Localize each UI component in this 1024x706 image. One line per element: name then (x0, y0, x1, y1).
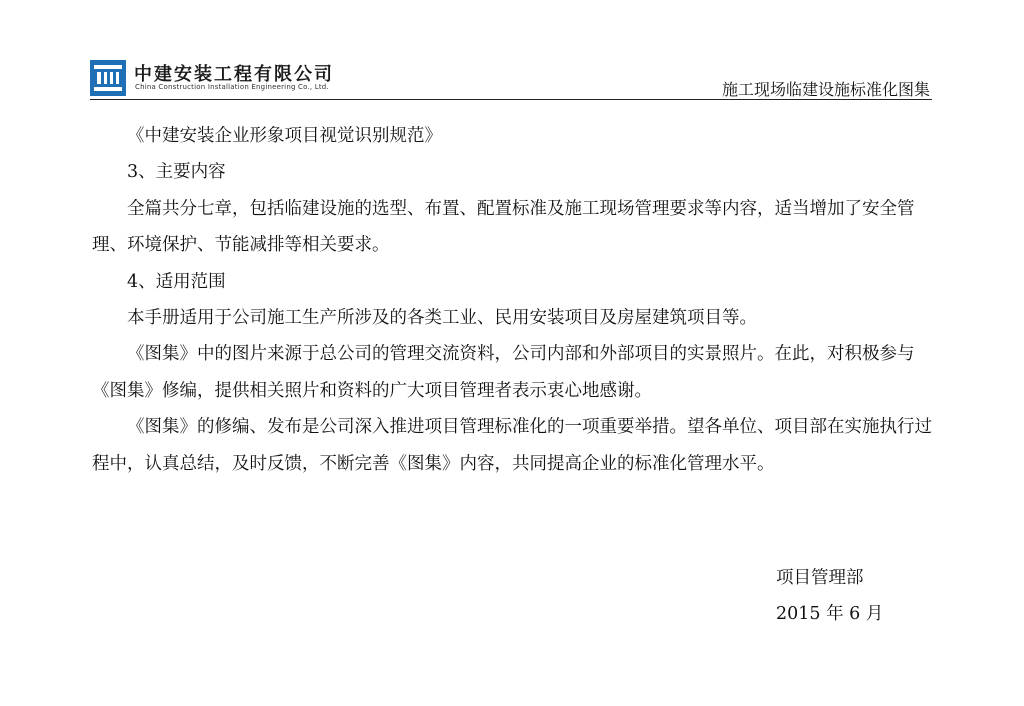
signature-block (776, 560, 883, 633)
paragraph-image-source: 《图集》中的图片来源于总公司的管理交流资料，公司内部和外部项目的实景照片。在此，对积极参与《图集》修编，提供相关照片和资料的广大项目管理者表示衷心地感谢。 (92, 344, 915, 401)
paragraph-main-content: 全篇共分七章，包括临建设施的选型、布置、配置标准及施工现场管理要求等内容，适当增加了安全管理、环境保护、节能减排等相关要求。 (92, 198, 915, 256)
company-logo-icon (90, 60, 126, 96)
paragraph-scope: 本手册适用于公司施工生产所涉及的各类工业、民用安装项目及房屋建筑项目等。 (127, 308, 757, 329)
company-name-en: China Construction Installation Engineering Co., Ltd. (135, 83, 329, 91)
paragraph-reference: 《中建安装企业形象项目视觉识别规范》 (127, 126, 442, 146)
signature-date: 2015 年 6 月 (776, 604, 884, 625)
section-heading-scope: 4、适用范围 (127, 271, 226, 292)
page-header (90, 58, 932, 102)
company-name-cn: 中建安装工程有限公司 (134, 64, 334, 85)
header-divider (90, 99, 932, 100)
document-title: 施工现场临建设施标准化图集 (721, 80, 930, 99)
signature-department: 项目管理部 (776, 568, 864, 588)
body-text (92, 118, 932, 482)
section-heading-main-content: 3、主要内容 (127, 162, 226, 183)
paragraph-closing: 《图集》的修编、发布是公司深入推进项目管理标准化的一项重要举措。望各单位、项目部在实施执行过程中，认真总结，及时反馈，不断完善《图集》内容，共同提高企业的标准化管理水平。 (92, 417, 932, 474)
